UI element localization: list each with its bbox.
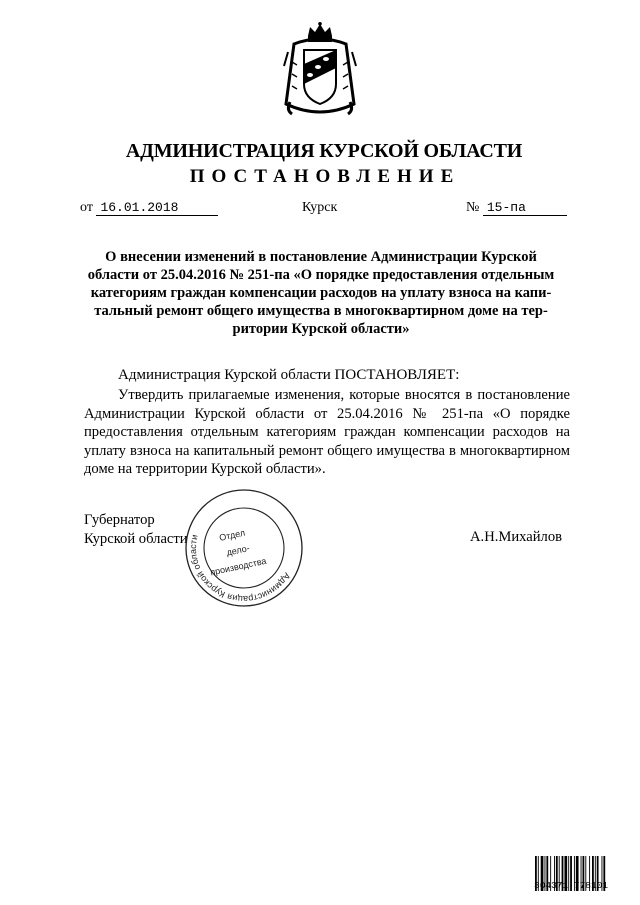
document-type-title: ПОСТАНОВЛЕНИЕ (189, 166, 461, 187)
signer-position-line1: Губернатор (84, 512, 155, 528)
date-prefix: от (80, 200, 93, 215)
resolution-paragraph: Утвердить прилагаемые изменения, которые вносятся в постановление Администрации Курской области от 25.04.2016 № 251-па «О порядке предоставления отдельным категориям граждан компенсации расходов на уплату взноса на капитальный ремонт общего имущества в многоквартирном доме на территории Курской области». (84, 387, 570, 478)
barcode-number: 304371 778101 (534, 880, 609, 891)
resolution-lead: Администрация Курской области ПОСТАНОВЛЯЕТ: (118, 367, 460, 383)
number-prefix: № (466, 200, 480, 215)
subject-line: тальный ремонт общего имущества в многоквартирном доме на тер- (94, 303, 548, 319)
subject-line: О внесении изменений в постановление Администрации Курской (105, 249, 537, 265)
city-label: Курск (302, 200, 338, 215)
stamp-center-line: производства (209, 555, 268, 578)
subject-line: ритории Курской области» (232, 321, 410, 337)
date-value: 16.01.2018 (96, 200, 218, 216)
number-value: 15-па (483, 200, 567, 216)
document-subject (78, 248, 564, 338)
date-field (80, 200, 218, 216)
coat-of-arms-emblem (280, 22, 360, 122)
subject-line: категориям граждан компенсации расходов на уплату взноса на капи- (90, 285, 552, 301)
signer-name: А.Н.Михайлов (470, 529, 563, 545)
official-stamp (182, 486, 306, 610)
stamp-center-line: дело- (225, 542, 251, 558)
subject-line: области от 25.04.2016 № 251-па «О порядке предоставления отдельным (87, 267, 555, 283)
signer-position (84, 511, 188, 549)
stamp-center-line: Отдел (218, 527, 246, 543)
number-field (466, 200, 567, 216)
signer-position-line2: Курской области (84, 531, 188, 547)
stamp-ring-text: Администрация Курской области (187, 533, 293, 605)
organization-title: АДМИНИСТРАЦИЯ КУРСКОЙ ОБЛАСТИ (125, 140, 523, 162)
